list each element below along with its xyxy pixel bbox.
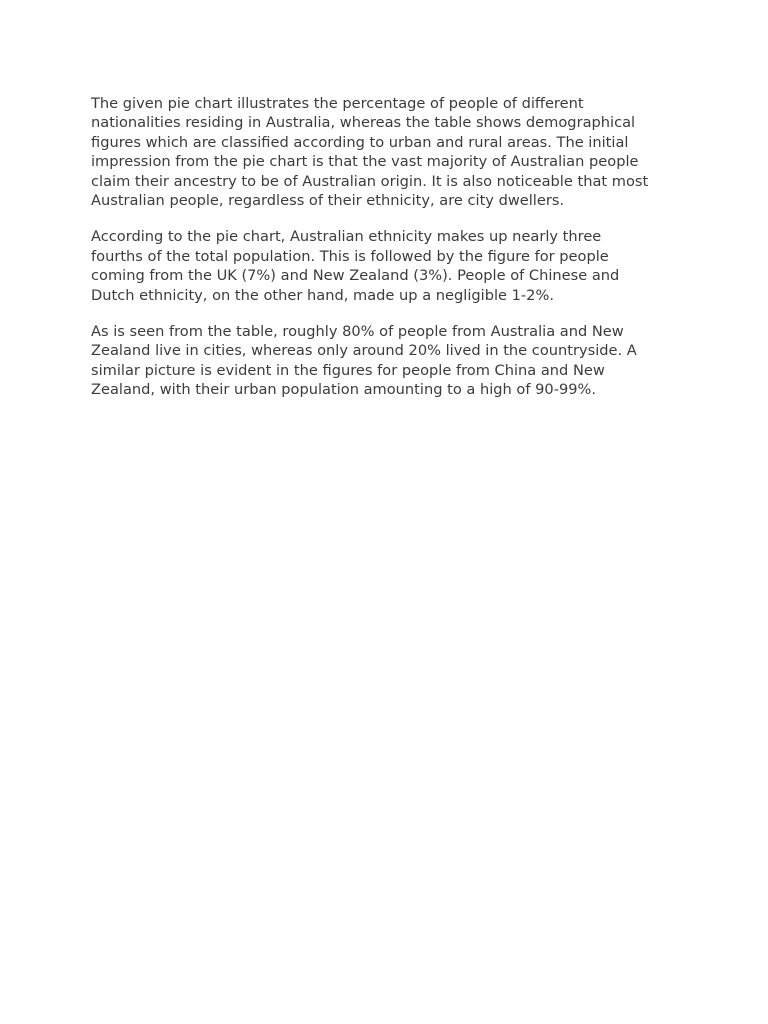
paragraph-1 <box>91 94 691 210</box>
text-line: figures which are classified according to urban and rural areas. The initial <box>91 133 629 151</box>
text-line: As is seen from the table, roughly 80% of people from Australia and New <box>91 323 624 341</box>
text-line: Zealand, with their urban population amounting to a high of 90-99%. <box>91 381 597 399</box>
text-line: The given pie chart illustrates the percentage of people of different <box>91 95 584 112</box>
text-line: coming from the UK (7%) and New Zealand (3%). People of Chinese and <box>91 267 620 285</box>
paragraph-2 <box>91 227 691 305</box>
document-body <box>91 94 691 417</box>
text-line: Australian people, regardless of their ethnicity, are city dwellers. <box>91 192 565 210</box>
text-line: According to the pie chart, Australian ethnicity makes up nearly three <box>91 228 602 246</box>
text-line: impression from the pie chart is that the vast majority of Australian people <box>91 153 639 171</box>
text-line: Dutch ethnicity, on the other hand, made up a negligible 1-2%. <box>91 286 554 304</box>
text-line: fourths of the total population. This is followed by the figure for people <box>91 247 609 265</box>
text-line: nationalities residing in Australia, whereas the table shows demographical <box>91 114 636 132</box>
paragraph-3 <box>91 322 691 400</box>
text-line: claim their ancestry to be of Australian origin. It is also noticeable that most <box>91 172 649 190</box>
text-line: similar picture is evident in the figures for people from China and New <box>91 361 605 379</box>
text-line: Zealand live in cities, whereas only around 20% lived in the countryside. A <box>91 342 637 360</box>
